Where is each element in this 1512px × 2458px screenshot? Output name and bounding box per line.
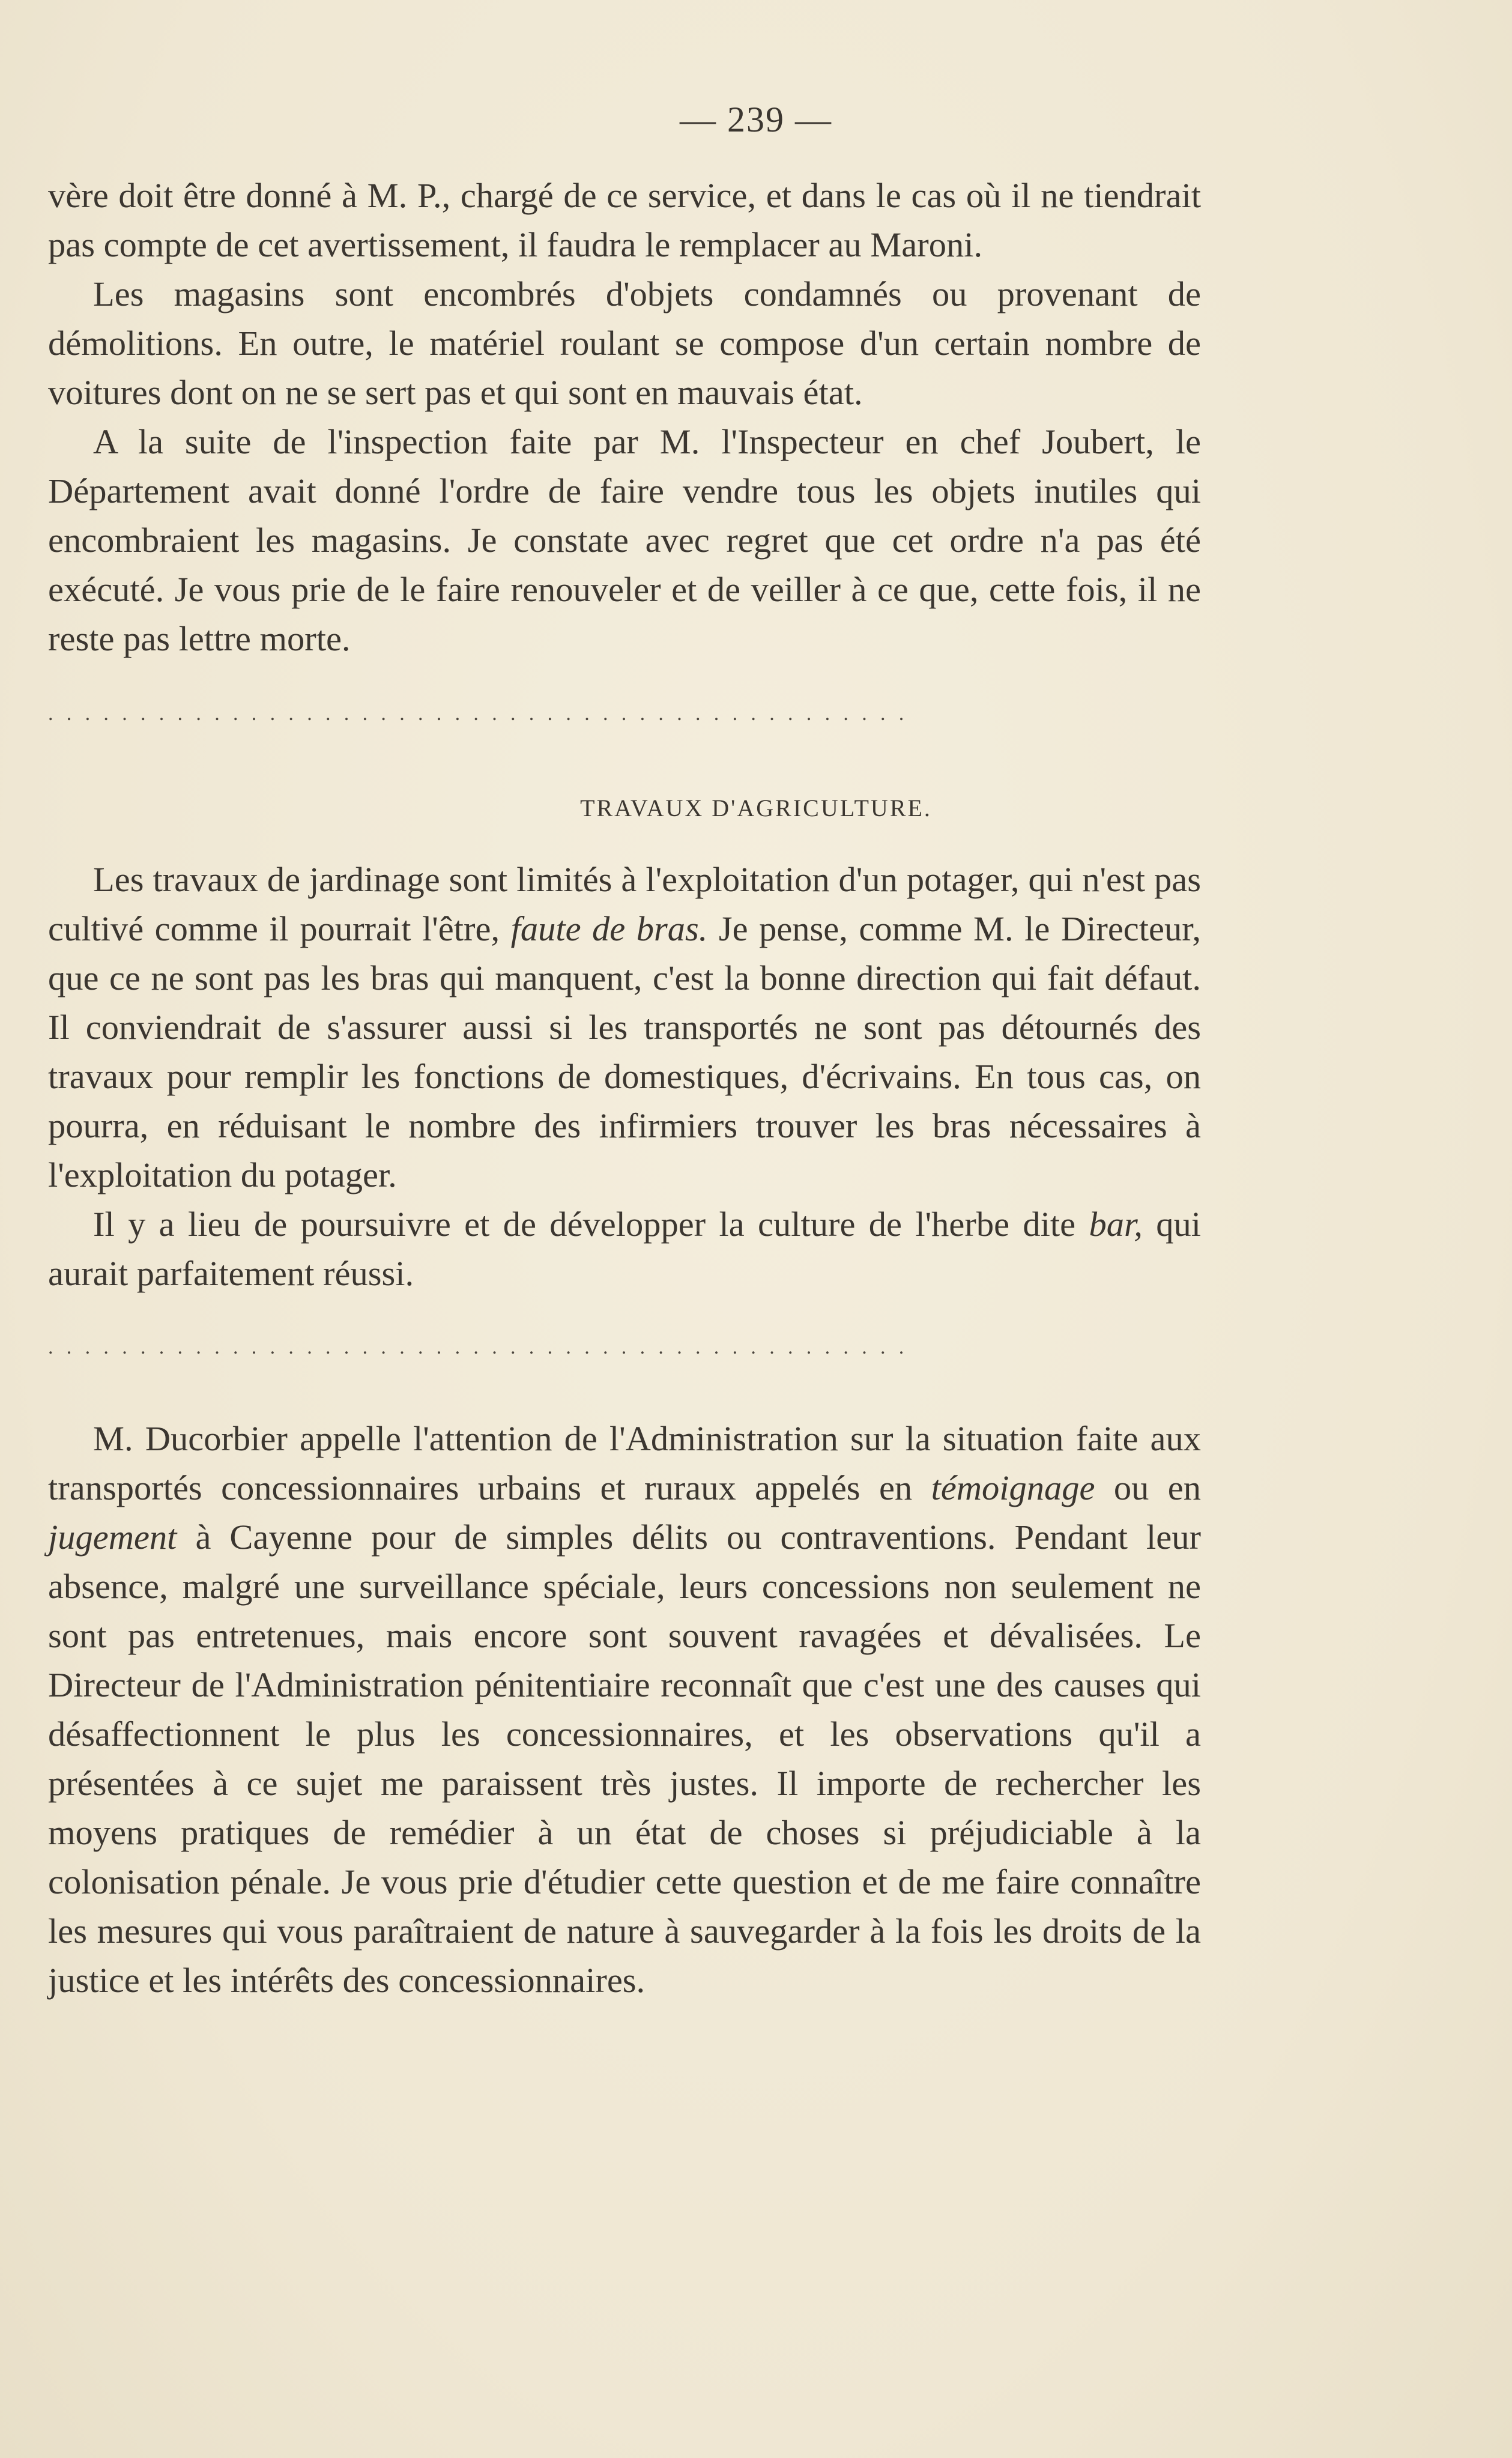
text-block-magasins xyxy=(48,171,1201,664)
text-block-concessionnaires xyxy=(48,1414,1201,2005)
paragraph: vère doit être donné à M. P., chargé de ce service, et dans le cas où il ne tiendrait pas compte de cet avertissement, il faudra le remplacer au Maroni. xyxy=(48,176,1201,264)
text-run: M. Ducorbier appelle l'attention de l'Administration sur la situation faite aux transportés concessionnaires urbains et ruraux appelés en xyxy=(48,1419,1201,1507)
paragraph xyxy=(48,855,1201,1200)
paragraph xyxy=(48,1200,1201,1298)
italic-text: jugement xyxy=(48,1518,177,1557)
text-run: Il y a lieu de poursuivre et de développer la culture de l'herbe dite xyxy=(93,1205,1089,1244)
italic-text: faute de bras. xyxy=(510,909,708,948)
italic-text: témoignage xyxy=(931,1468,1095,1507)
dotted-separator: ............................................... xyxy=(48,703,918,725)
text-run: qui aurait parfaitement réussi. xyxy=(48,1205,1202,1293)
text-run: à Cayenne pour de simples délits ou contraventions. Pendant leur absence, malgré une surveillance spéciale, leurs concessions non seulement ne sont pas entretenues, mais encore sont souvent ravagées et dévalisées. Le Directeur de l'Administration pénitentiaire reconnaît que c'est une des causes qui désaffectionnent le plus les concessionnaires, et les observations qu'il a présentées à ce sujet me paraissent très justes. Il importe de rechercher les moyens pratiques de remédier à un état de choses si préjudiciable à la colonisation pénale. Je vous prie d'étudier cette question et de me faire connaître les mesures qui vous paraîtraient de nature à sauvegarder à la fois les droits de la justice et les intérêts des concessionnaires. xyxy=(48,1518,1201,2000)
text-run: Les travaux de jardinage sont limités à l'exploitation d'un potager, qui n'est pas cultivé comme il pourrait l'être, xyxy=(48,860,1201,948)
text-run: Je pense, comme M. le Directeur, que ce ne sont pas les bras qui manquent, c'est la bonne direction qui fait défaut. Il conviendrait de s'assurer aussi si les transportés ne sont pas détournés des travaux pour remplir les fonctions de domestiques, d'écrivains. En tous cas, on pourra, en réduisant le nombre des infirmiers trouver les bras nécessaires à l'exploitation du potager. xyxy=(48,909,1202,1194)
page-number: — 239 — xyxy=(680,100,832,139)
paragraph: Les magasins sont encombrés d'objets condamnés ou provenant de démolitions. En outre, le matériel roulant se compose d'un certain nombre de voitures dont on ne se sert pas et qui sont en mauvais état. xyxy=(48,274,1201,412)
paragraph: A la suite de l'inspection faite par M. l'Inspecteur en chef Joubert, le Département avait donné l'ordre de faire vendre tous les objets inutiles qui encombraient les magasins. Je constate avec regret que cet ordre n'a pas été exécuté. Je vous prie de le faire renouveler et de veiller à ce que, cette fois, il ne reste pas lettre morte. xyxy=(48,422,1201,658)
text-run: ou en xyxy=(1095,1468,1202,1507)
italic-text: bar, xyxy=(1089,1205,1143,1244)
paragraph xyxy=(48,1414,1201,2005)
text-block-agriculture xyxy=(48,855,1201,1298)
dotted-separator: ............................................... xyxy=(48,1336,918,1358)
section-heading: TRAVAUX D'AGRICULTURE. xyxy=(580,795,932,822)
